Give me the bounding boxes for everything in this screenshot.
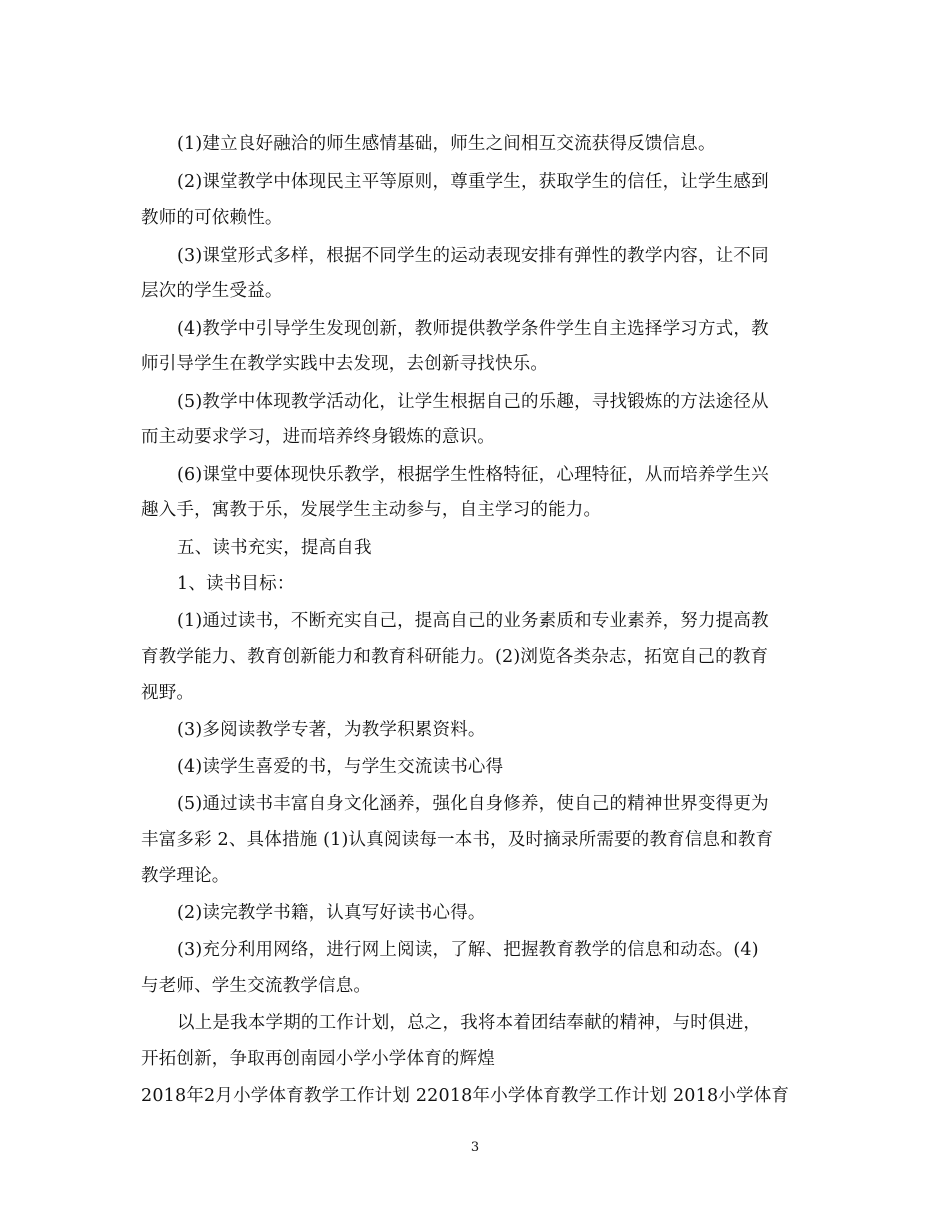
body-line: 与老师、学生交流教学信息。 [141,976,372,996]
body-line: 层次的学生受益。 [141,281,283,301]
body-line: 教师的可依赖性。 [141,208,283,228]
body-line: (3)充分利用网络，进行网上阅读，了解、把握教育教学的信息和动态。(4) [177,940,759,960]
body-line: (2)读完教学书籍，认真写好读书心得。 [177,903,486,923]
body-line: 开拓创新，争取再创南园小学小学体育的辉煌 [141,1049,495,1069]
body-line: 教学理论。 [141,866,230,886]
body-line: (4)读学生喜爱的书，与学生交流读书心得 [177,757,504,777]
body-line: (5)通过读书丰富自身文化涵养，强化自身修养，使自己的精神世界变得更为 [177,794,769,814]
body-line: 趣入手，寓教于乐，发展学生主动参与，自主学习的能力。 [141,500,602,520]
body-line: 育教学能力、教育创新能力和教育科研能力。(2)浏览各类杂志，拓宽自己的教育 [141,647,769,667]
body-line: (3)多阅读教学专著，为教学积累资料。 [177,720,486,740]
body-line: (1)通过读书，不断充实自己，提高自己的业务素质和专业素养，努力提高教 [177,611,769,631]
body-line: (1)建立良好融洽的师生感情基础，师生之间相互交流获得反馈信息。 [177,134,716,154]
body-line: 而主动要求学习，进而培养终身锻炼的意识。 [141,427,495,447]
subsection-heading: 1、读书目标： [177,574,295,594]
section-heading: 五、读书充实，提高自我 [177,538,372,558]
body-line: (6)课堂中要体现快乐教学，根据学生性格特征，心理特征，从而培养学生兴 [177,465,769,485]
body-line: (3)课堂形式多样，根据不同学生的运动表现安排有弹性的教学内容，让不同 [177,246,769,266]
body-line: 视野。 [141,683,195,703]
body-line: 以上是我本学期的工作计划，总之，我将本着团结奉献的精神，与时俱进， [177,1013,762,1033]
page-number: 3 [470,1140,480,1155]
body-line: 丰富多彩 2、具体措施 (1)认真阅读每一本书，及时摘录所需要的教育信息和教育 [141,830,774,850]
body-line: (2)课堂教学中体现民主平等原则，尊重学生，获取学生的信任，让学生感到 [177,172,769,192]
body-line: 师引导学生在教学实践中去发现，去创新寻找快乐。 [141,354,549,374]
related-titles-line: 2018年2月小学体育教学工作计划 22018年小学体育教学工作计划 2018小学体育 [141,1086,790,1106]
body-line: (4)教学中引导学生发现创新，教师提供教学条件学生自主选择学习方式，教 [177,319,769,339]
body-line: (5)教学中体现教学活动化，让学生根据自己的乐趣，寻找锻炼的方法途径从 [177,392,769,412]
